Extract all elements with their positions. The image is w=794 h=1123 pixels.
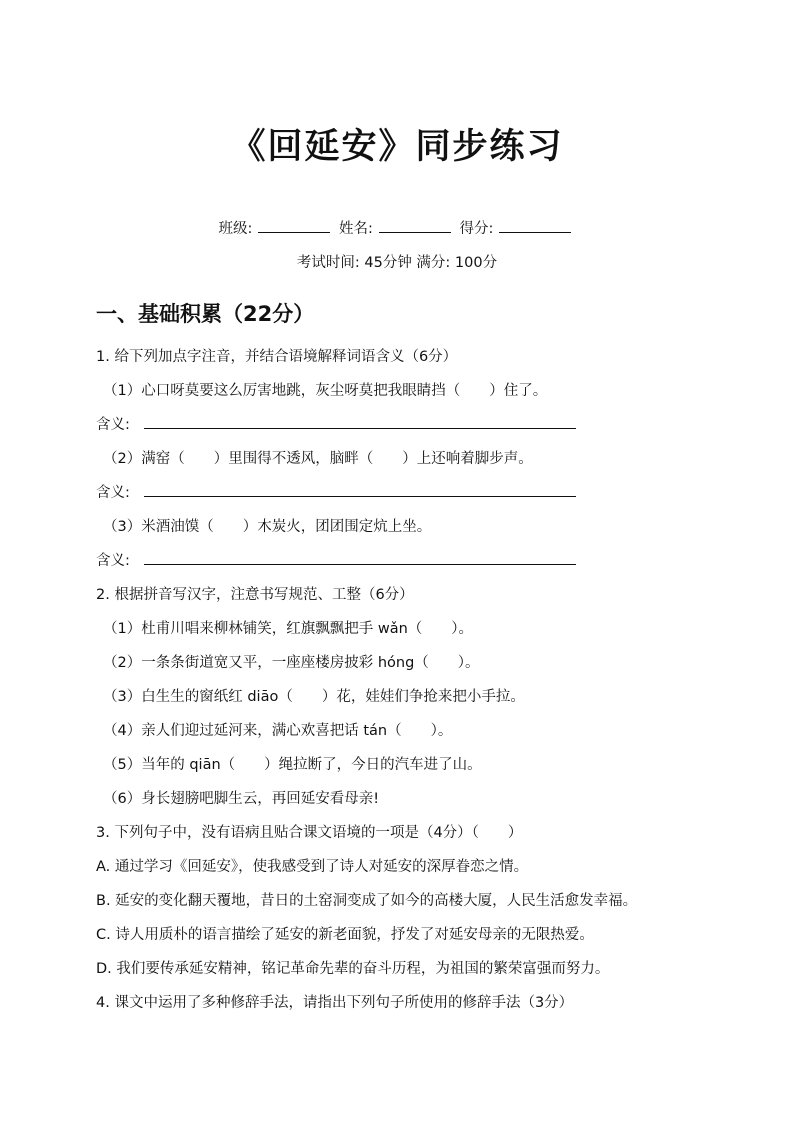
name-blank[interactable] [379,218,451,233]
question-1-item-2: （2）满窑（ ）里围得不透风，脑畔（ ）上还响着脚步声。 [103,451,533,467]
question-2-item-5: （5）当年的 qiān（ ）绳拉断了，今日的汽车进了山。 [103,757,482,773]
question-2-stem: 2. 根据拼音写汉字，注意书写规范、工整（6分） [96,587,414,603]
page-title: 《回延安》同步练习 [230,127,564,167]
meaning-label: 含义: [96,553,130,569]
meaning-row-1 [96,414,736,436]
question-1-stem: 1. 给下列加点字注音，并结合语境解释词语含义（6分） [96,349,458,365]
question-2-item-2: （2）一条条街道宽又平，一座座楼房披彩 hóng（ ）。 [103,655,480,671]
meaning-row-2 [96,482,736,504]
question-3-option-a[interactable]: A. 通过学习《回延安》，使我感受到了诗人对延安的深厚眷恋之情。 [96,859,529,875]
answer-line[interactable] [144,550,576,565]
question-1-item-1: （1）心口呀莫要这么厉害地跳，灰尘呀莫把我眼睛挡（ ）住了。 [103,383,548,399]
student-info-row [0,218,794,240]
section-heading: 一、基础积累（22分） [96,302,315,326]
name-label: 姓名: [339,221,373,237]
question-2-item-1: （1）杜甫川唱来柳林铺笑，红旗飘飘把手 wǎn（ ）。 [103,621,474,637]
question-3-option-b[interactable]: B. 延安的变化翻天覆地，昔日的土窑洞变成了如今的高楼大厦，人民生活愈发幸福。 [96,893,638,909]
question-3-option-d[interactable]: D. 我们要传承延安精神，铭记革命先辈的奋斗历程，为祖国的繁荣富强而努力。 [96,961,610,977]
question-3-option-c[interactable]: C. 诗人用质朴的语言描绘了延安的新老面貌，抒发了对延安母亲的无限热爱。 [96,927,594,943]
answer-line[interactable] [144,482,576,497]
class-label: 班级: [218,221,253,237]
question-2-item-3: （3）白生生的窗纸红 diāo（ ）花，娃娃们争抢来把小手拉。 [103,689,525,705]
question-1-item-3: （3）米酒油馍（ ）木炭火，团团围定炕上坐。 [103,519,432,535]
meaning-label: 含义: [96,485,130,501]
answer-line[interactable] [144,414,576,429]
question-2-item-6: （6）身长翅膀吧脚生云，再回延安看母亲! [103,791,380,807]
question-2-item-4: （4）亲人们迎过延河来，满心欢喜把话 tán（ ）。 [103,723,453,739]
meaning-label: 含义: [96,417,130,433]
question-3-stem: 3. 下列句子中，没有语病且贴合课文语境的一项是（4分）（ ） [96,825,523,841]
score-label: 得分: [459,221,494,237]
exam-info: 考试时间: 45分钟 满分: 100分 [296,255,498,271]
question-4-stem: 4. 课文中运用了多种修辞手法，请指出下列句子所使用的修辞手法（3分） [96,995,574,1011]
meaning-row-3 [96,550,736,572]
score-blank[interactable] [499,218,571,233]
class-blank[interactable] [258,218,330,233]
